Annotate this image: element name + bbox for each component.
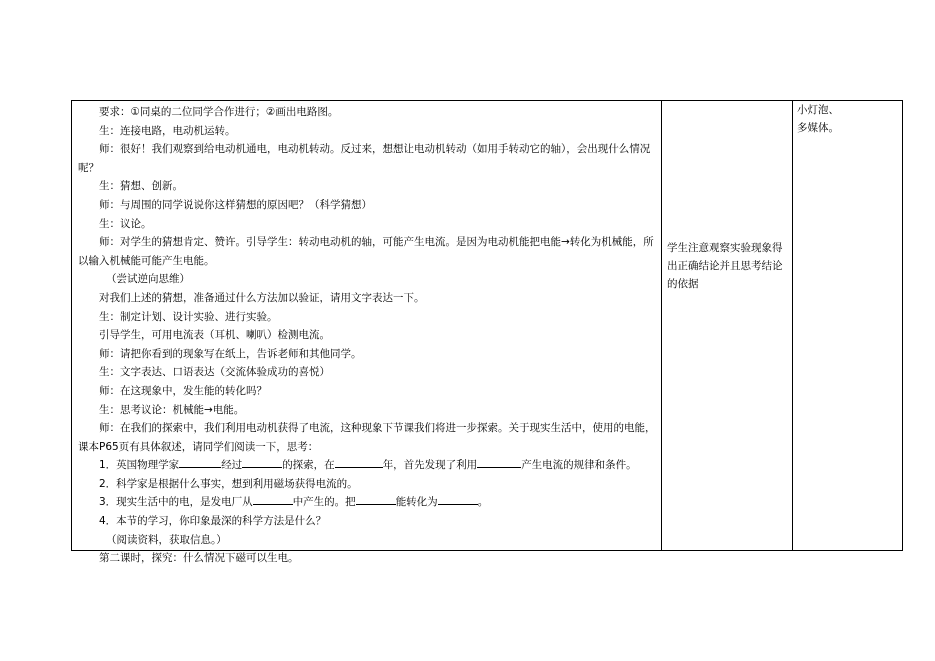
q3-text: 。 <box>477 496 489 509</box>
q1-text: 1．英国物理学家 <box>99 459 180 472</box>
text-line: 师：与周围的同学说说你这样猜想的原因吧？（科学猜想） <box>99 198 372 211</box>
student-activity-text: 学生注意观察实验现象得出正确结论并且思考结论的依据 <box>667 242 783 290</box>
answer-blank <box>242 456 282 468</box>
text-line: 生：制定计划、设计实验、进行实验。 <box>99 310 278 323</box>
answer-blank <box>477 456 521 468</box>
resources-cell <box>793 101 901 550</box>
text-line: 生：猜想、创新。 <box>99 180 183 193</box>
text-line: 师：很好！我们观察到给电动机通电，电动机转动。反过来，想想让电动机转动（如用手转动它的轴），会出现什么情况呢？ <box>78 143 651 174</box>
text-line: 师：在我们的探索中，我们利用电动机获得了电流，这种现象下节课我们将进一步探索。关于现实生活中，使用的电能，课本P65页有具体叙述，请同学们阅读一下，思考： <box>78 422 656 453</box>
q1-text: 的探索，在 <box>282 459 335 472</box>
text-line: 生：思考议论：机械能→电能。 <box>99 403 245 416</box>
text-line: 要求：①同桌的二位同学合作进行；②画出电路图。 <box>99 106 339 118</box>
text-line: 生：连接电路，电动机运转。 <box>99 124 236 137</box>
student-activity-cell <box>662 101 793 550</box>
q3-text: 中产生的。把 <box>292 496 356 509</box>
q1-text: 经过 <box>221 459 243 472</box>
text-line: 生：议论。 <box>99 217 152 230</box>
text-line: 4．本节的学习，你印象最深的科学方法是什么？ <box>99 515 327 528</box>
text-line: （阅读资料，获取信息。） <box>106 533 227 546</box>
text-line: 生：文字表达、口语表达（交流体验成功的喜悦） <box>99 366 330 379</box>
text-line: 引导学生，可用电流表（耳机、喇叭）检测电流。 <box>99 329 330 342</box>
q1-text: 产生电流的规律和条件。 <box>521 459 637 472</box>
text-line: 第二课时，探究：什么情况下磁可以生电。 <box>99 552 299 565</box>
resource-item: 小灯泡、 <box>797 104 839 116</box>
answer-blank <box>253 493 293 505</box>
fill-blank-question <box>78 456 657 475</box>
teaching-process-cell <box>72 101 662 565</box>
resource-item: 多媒体。 <box>797 122 839 134</box>
text-line: 2．科学家是根据什么事实，想到利用磁场获得电流的。 <box>99 477 358 490</box>
q3-text: 3．现实生活中的电，是发电厂从 <box>99 496 253 509</box>
text-line: 师：在这现象中，发生能的转化吗？ <box>99 384 267 397</box>
answer-blank <box>438 493 478 505</box>
lesson-table <box>71 100 903 565</box>
text-line: 对我们上述的猜想，准备通过什么方法加以验证，请用文字表达一下。 <box>99 291 425 304</box>
q3-text: 能转化为 <box>395 496 438 509</box>
answer-blank <box>179 456 221 468</box>
answer-blank <box>356 493 396 505</box>
text-line: 师：对学生的猜想肯定、赞许。引导学生：转动电动机的轴，可能产生电流。是因为电动机能把电能→转化为机械能，所以输入机械能可能产生电能。 <box>78 236 654 267</box>
text-line: （尝试逆向思维） <box>106 273 190 286</box>
text-line: 师：请把你看到的现象写在纸上，告诉老师和其他同学。 <box>99 347 362 360</box>
answer-blank <box>335 456 383 468</box>
fill-blank-question <box>78 493 657 512</box>
q1-text: 年，首先发现了利用 <box>382 459 478 472</box>
